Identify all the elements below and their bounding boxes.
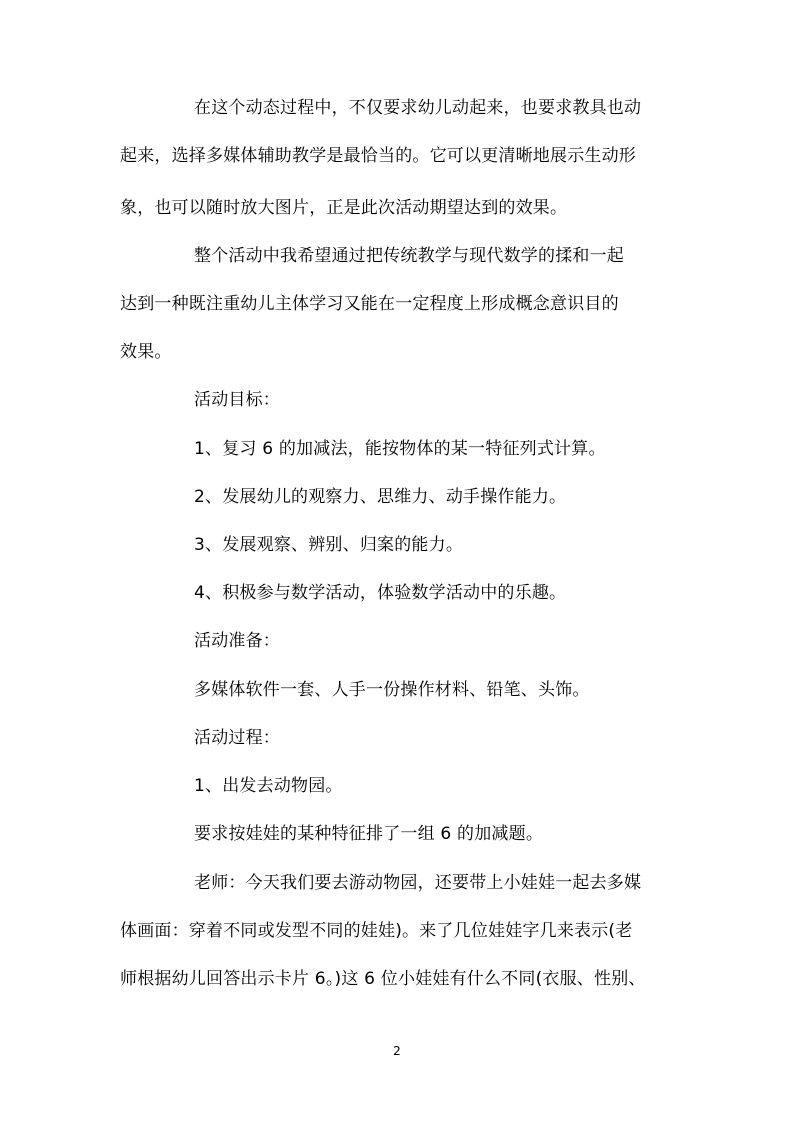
list-item: 4、积极参与数学活动，体验数学活动中的乐趣。 xyxy=(194,583,567,603)
paragraph-line: 起来，选择多媒体辅助教学是最恰当的。它可以更清晰地展示生动形 xyxy=(120,146,636,166)
page-number: 2 xyxy=(393,1044,401,1058)
paragraph-line: 老师：今天我们要去游动物园，还要带上小娃娃一起去多媒 xyxy=(194,873,642,893)
section-heading-goals: 活动目标： xyxy=(194,390,280,410)
paragraph-line: 整个活动中我希望通过把传统教学与现代数学的揉和一起 xyxy=(194,246,624,266)
list-item: 3、发展观察、辨别、归案的能力。 xyxy=(194,535,464,555)
paragraph-line: 象，也可以随时放大图片，正是此次活动期望达到的效果。 xyxy=(120,198,568,218)
section-heading-process: 活动过程： xyxy=(194,728,280,748)
paragraph-line: 在这个动态过程中，不仅要求幼儿动起来，也要求教具也动 xyxy=(194,98,642,118)
paragraph-line: 达到一种既注重幼儿主体学习又能在一定程度上形成概念意识目的 xyxy=(120,294,619,314)
paragraph-line: 要求按娃娃的某种特征排了一组 6 的加减题。 xyxy=(194,824,544,844)
paragraph-line: 师根据幼儿回答出示卡片 6。)这 6 位小娃娃有什么不同(衣服、性别、 xyxy=(120,969,646,989)
section-heading-preparation: 活动准备： xyxy=(194,631,280,651)
paragraph-line: 多媒体软件一套、人手一份操作材料、铅笔、头饰。 xyxy=(194,680,590,700)
list-item: 2、发展幼儿的观察力、思维力、动手操作能力。 xyxy=(194,487,567,507)
paragraph-line: 效果。 xyxy=(120,342,172,362)
paragraph-line: 体画面：穿着不同或发型不同的娃娃)。来了几位娃娃字几来表示(老 xyxy=(120,921,633,941)
list-item: 1、出发去动物园。 xyxy=(194,776,343,796)
list-item: 1、复习 6 的加减法，能按物体的某一特征列式计算。 xyxy=(194,439,606,459)
